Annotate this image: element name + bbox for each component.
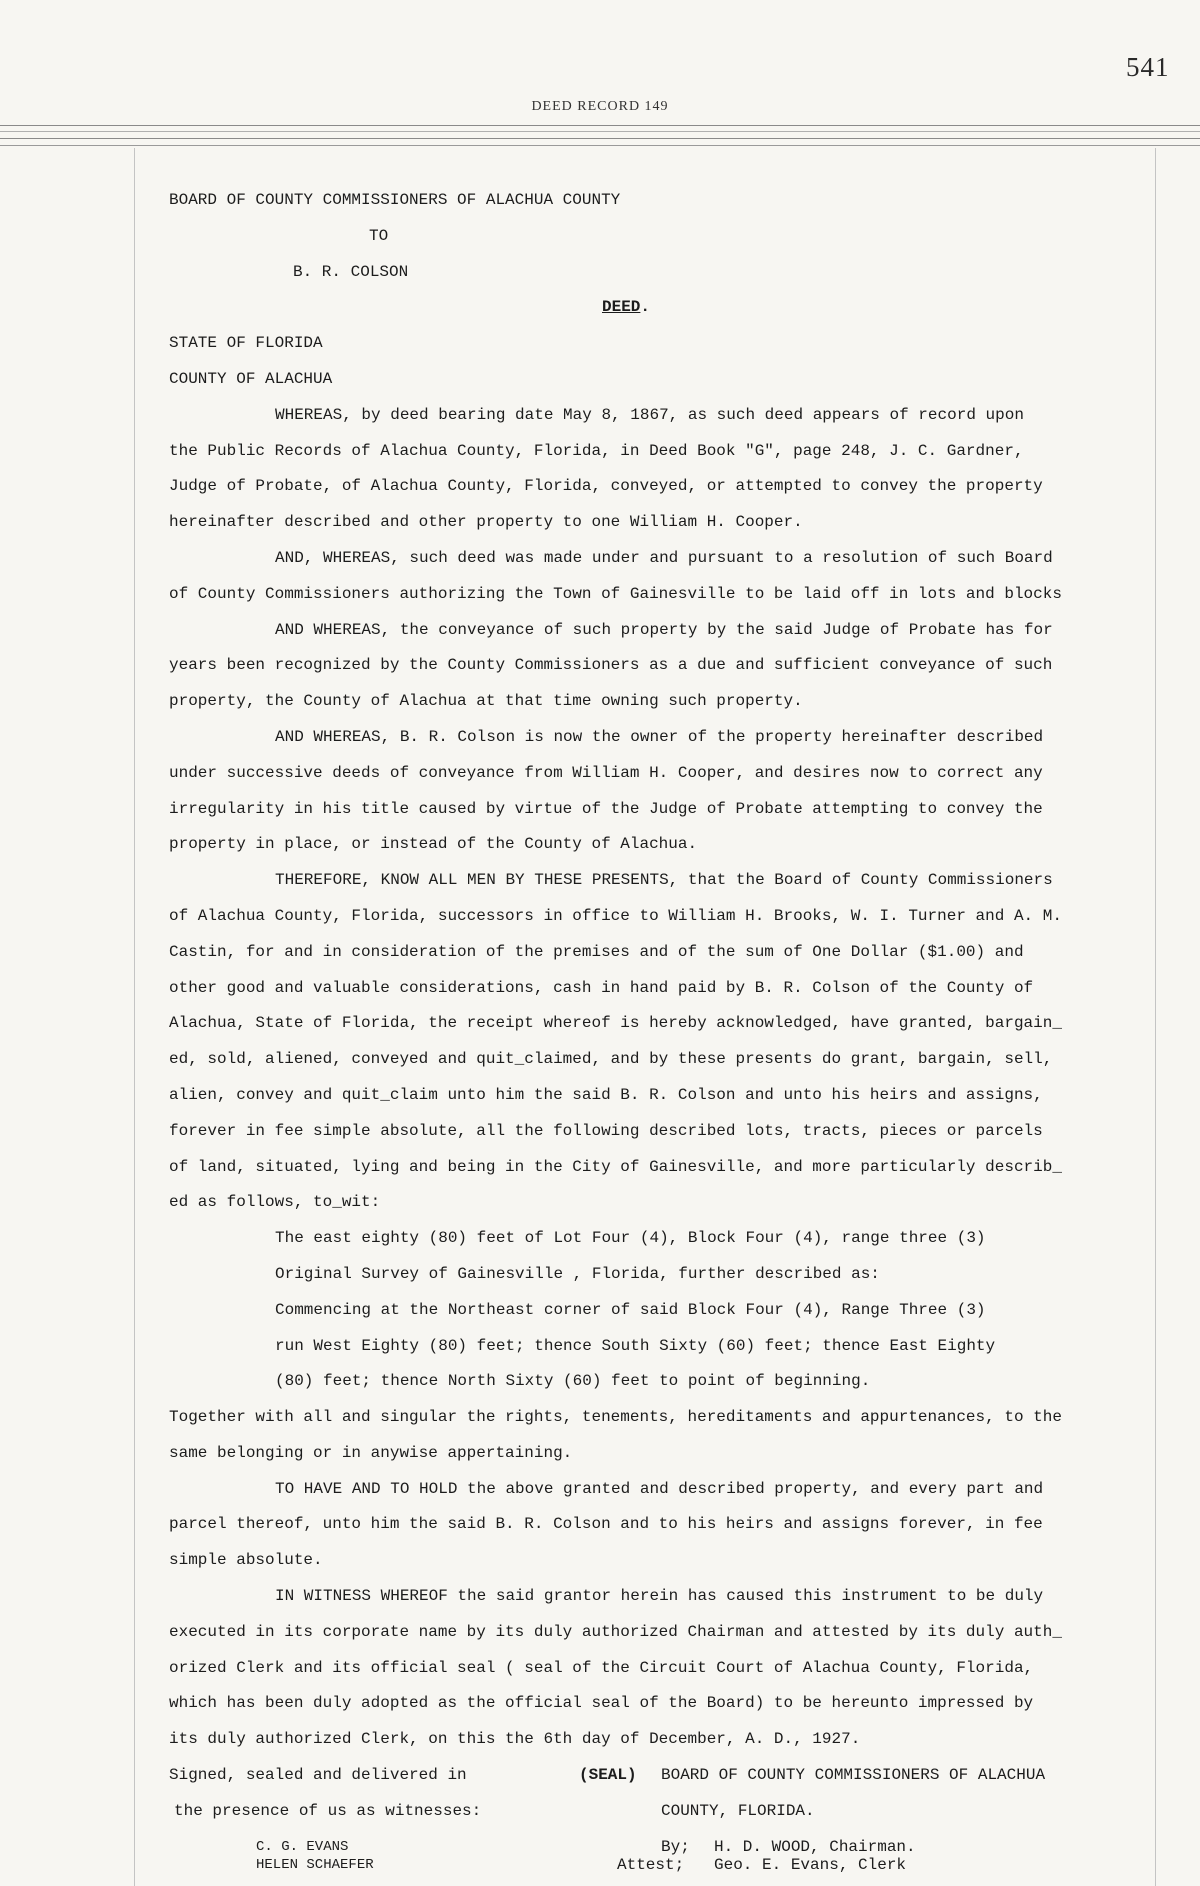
chairman-signature: H. D. WOOD, Chairman. — [714, 1838, 916, 1857]
property-description-line: Original Survey of Gainesville , Florida, further described as: — [275, 1264, 880, 1283]
header-rule — [0, 125, 1200, 126]
body-text-line: orized Clerk and its official seal ( seal of the Circuit Court of Alachua County, Florida, — [169, 1658, 1034, 1677]
property-description-line: run West Eighty (80) feet; thence South Sixty (60) feet; thence East Eighty — [275, 1336, 996, 1355]
clerk-signature: Geo. E. Evans, Clerk — [714, 1856, 907, 1875]
body-text-line: Castin, for and in consideration of the premises and of the sum of One Dollar ($1.00) and — [169, 942, 1024, 961]
body-text-line: Together with all and singular the rights, tenements, hereditaments and appurtenances, to the — [169, 1408, 1062, 1427]
board-signature-line-2: COUNTY, FLORIDA. — [661, 1802, 815, 1821]
body-text-line: ed as follows, to_wit: — [169, 1193, 381, 1212]
body-text-line: years been recognized by the County Commissioners as a due and sufficient conveyance of such — [169, 656, 1053, 675]
signature-row-1 — [169, 1758, 1159, 1794]
board-signature-line-1: BOARD OF COUNTY COMMISSIONERS OF ALACHUA — [661, 1766, 1046, 1785]
body-text-line: property in place, or instead of the County of Alachua. — [169, 835, 698, 854]
body-text-line: of Alachua County, Florida, successors in office to William H. Brooks, W. I. Turner and A. M. — [169, 906, 1062, 925]
seal-mark: (SEAL) — [579, 1766, 637, 1785]
witness-name-1: C. G. EVANS — [256, 1839, 349, 1856]
body-text-line: of County Commissioners authorizing the Town of Gainesville to be laid off in lots and blocks — [169, 584, 1062, 603]
body-text-line: under successive deeds of conveyance from William H. Cooper, and desires now to correct any — [169, 763, 1043, 782]
grantor-heading: BOARD OF COUNTY COMMISSIONERS OF ALACHUA COUNTY — [169, 191, 621, 209]
body-text-line: IN WITNESS WHEREOF the said grantor herein has caused this instrument to be duly — [275, 1587, 1044, 1606]
body-text-line: of land, situated, lying and being in the City of Gainesville, and more particularly describ_ — [169, 1157, 1062, 1176]
page-number: 541 — [1126, 52, 1170, 82]
body-text-line: Judge of Probate, of Alachua County, Florida, conveyed, or attempted to convey the property — [169, 477, 1043, 496]
body-text-line: AND, WHEREAS, such deed was made under and pursuant to a resolution of such Board — [275, 548, 1053, 567]
body-text-line: Alachua, State of Florida, the receipt whereof is hereby acknowledged, have granted, bargain_ — [169, 1014, 1062, 1033]
to-heading: TO — [369, 226, 389, 245]
left-margin-line — [134, 148, 135, 1886]
body-text-line: WHEREAS, by deed bearing date May 8, 1867, as such deed appears of record upon — [275, 405, 1024, 424]
signature-row-3 — [169, 1838, 1159, 1856]
witness-name-2: HELEN SCHAEFER — [256, 1857, 374, 1874]
header-rule — [0, 145, 1200, 146]
body-text-line: TO HAVE AND TO HOLD the above granted and described property, and every part and — [275, 1479, 1044, 1498]
body-text-line: forever in fee simple absolute, all the following described lots, tracts, pieces or parcels — [169, 1121, 1043, 1140]
attest-label: Attest; — [617, 1856, 685, 1875]
header-rule — [0, 138, 1200, 139]
body-text-line: property, the County of Alachua at that time owning such property. — [169, 692, 803, 711]
property-description-line: (80) feet; thence North Sixty (60) feet to point of beginning. — [275, 1372, 871, 1391]
body-text-line: other good and valuable considerations, cash in hand paid by B. R. Colson of the County of — [169, 978, 1034, 997]
signature-row-2 — [169, 1794, 1159, 1830]
document-title-period: . — [640, 298, 651, 317]
body-text-line: AND WHEREAS, B. R. Colson is now the owner of the property hereinafter described — [275, 727, 1044, 746]
document-title-text: DEED — [602, 298, 641, 317]
body-text-line: hereinafter described and other property to one William H. Cooper. — [169, 513, 803, 532]
header-rule — [0, 131, 1200, 132]
body-text-line: the Public Records of Alachua County, Florida, in Deed Book "G", page 248, J. C. Gardner, — [169, 441, 1024, 460]
body-text-line: alien, convey and quit_claim unto him the said B. R. Colson and unto his heirs and assigns, — [169, 1085, 1043, 1104]
signature-row-4 — [169, 1856, 1159, 1874]
document-title — [169, 290, 1159, 326]
deed-body — [169, 398, 1159, 1758]
body-text-line: simple absolute. — [169, 1551, 323, 1570]
property-description-line: The east eighty (80) feet of Lot Four (4), Block Four (4), range three (3) — [275, 1229, 986, 1248]
grantee-heading: B. R. COLSON — [293, 262, 409, 281]
property-description-line: Commencing at the Northeast corner of said Block Four (4), Range Three (3) — [275, 1300, 986, 1319]
witness-intro-line-1: Signed, sealed and delivered in — [169, 1766, 467, 1785]
body-text-line: AND WHEREAS, the conveyance of such property by the said Judge of Probate has for — [275, 620, 1053, 639]
body-text-line: same belonging or in anywise appertaining. — [169, 1443, 573, 1462]
deed-document — [169, 183, 1159, 1874]
book-header: DEED RECORD 149 — [531, 99, 669, 114]
venue-county: COUNTY OF ALACHUA — [169, 369, 333, 388]
body-text-line: executed in its corporate name by its duly authorized Chairman and attested by its duly auth_ — [169, 1622, 1062, 1641]
by-label: By; — [661, 1838, 690, 1857]
witness-intro-line-2: the presence of us as witnesses: — [174, 1802, 482, 1821]
body-text-line: parcel thereof, unto him the said B. R. Colson and to his heirs and assigns forever, in fee — [169, 1515, 1043, 1534]
body-text-line: its duly authorized Clerk, on this the 6th day of December, A. D., 1927. — [169, 1730, 861, 1749]
body-text-line: irregularity in his title caused by virtue of the Judge of Probate attempting to convey the — [169, 799, 1043, 818]
body-text-line: which has been duly adopted as the official seal of the Board) to be hereunto impressed by — [169, 1694, 1034, 1713]
body-text-line: THEREFORE, KNOW ALL MEN BY THESE PRESENTS, that the Board of County Commissioners — [275, 871, 1053, 890]
venue-state: STATE OF FLORIDA — [169, 334, 323, 353]
body-text-line: ed, sold, aliened, conveyed and quit_claimed, and by these presents do grant, bargain, sell, — [169, 1050, 1053, 1069]
